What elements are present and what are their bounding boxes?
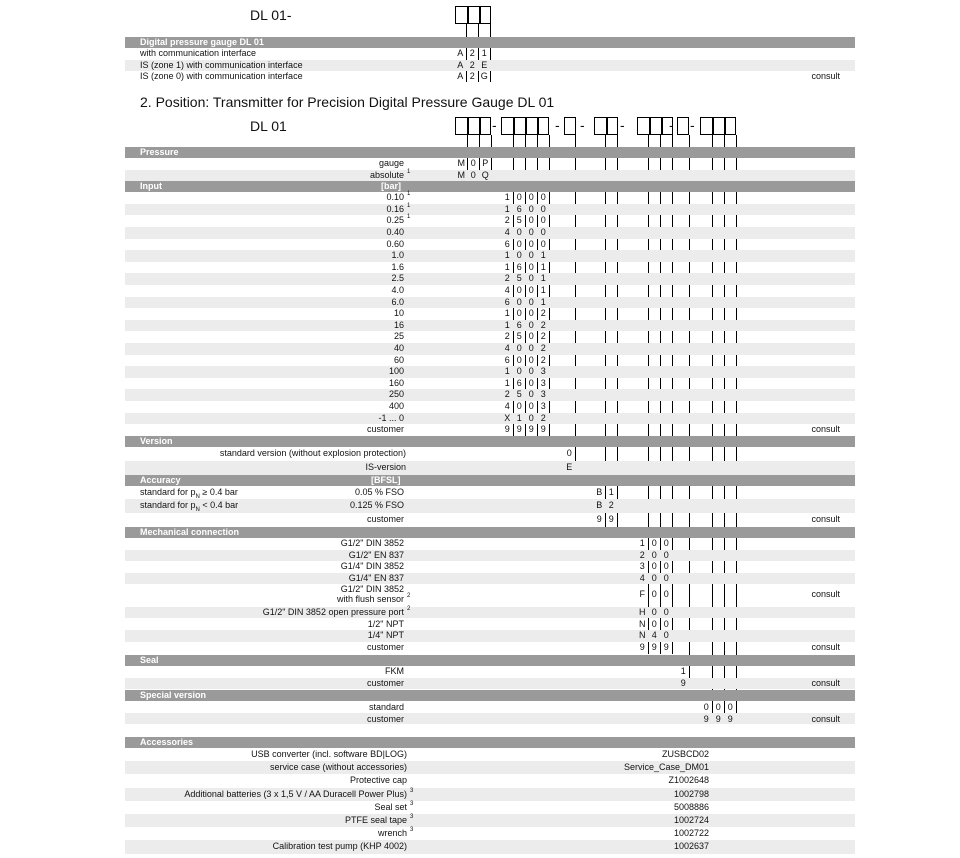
code-char: 1 [516, 412, 522, 423]
condition-text: < 0.4 bar [199, 500, 239, 511]
code-char: 0 [540, 192, 546, 203]
consult-note: consult [811, 713, 840, 724]
code-char: 0 [663, 589, 669, 600]
model-title: DL 01- [250, 7, 292, 23]
row-label: 100 [388, 366, 404, 377]
code-char: 2 [540, 354, 546, 365]
code-char: 2 [639, 549, 645, 560]
row-shade [125, 297, 855, 309]
code-char: 6 [516, 319, 522, 330]
code-char: 0 [528, 412, 534, 423]
code-char: 5 [516, 273, 522, 284]
footnote-ref: 1 [407, 214, 411, 221]
model-title-2: DL 01 [250, 118, 287, 134]
section-header-mechanical: Mechanical connection [125, 527, 855, 538]
row-label: 160 [388, 377, 404, 388]
code-char: 0 [528, 354, 534, 365]
code-char: 2 [504, 389, 510, 400]
row-shade [125, 550, 855, 562]
row-shade [125, 204, 855, 216]
code-char: 1 [504, 203, 510, 214]
order-code: 1002798 [673, 788, 709, 799]
row-label: Calibration test pump (KHP 4002) [272, 841, 407, 852]
row-label: PTFE seal tape [344, 815, 407, 825]
code-char: 9 [639, 641, 645, 652]
row-shade [125, 250, 855, 262]
code-char: 0 [516, 354, 522, 365]
code-char: 0 [663, 561, 669, 572]
code-char: A [457, 59, 464, 70]
row-label: customer [366, 513, 404, 524]
code-box-group [455, 6, 491, 24]
code-char: 0 [528, 285, 534, 295]
code-char: 9 [540, 424, 546, 435]
code-char: 0 [703, 702, 709, 712]
section-header-pressure: Pressure [125, 147, 855, 158]
row-label: 0.10 [386, 192, 404, 203]
code-char: 2 [540, 319, 546, 330]
row-label: 60 [393, 354, 404, 365]
row-label: 4.0 [391, 285, 404, 295]
code-char: 0 [516, 285, 522, 295]
code-char: 0 [663, 618, 669, 629]
footnote-ref: 3 [410, 800, 414, 807]
code-char: F [639, 589, 645, 600]
subscript: N [195, 493, 200, 500]
footnote-ref: 3 [410, 814, 414, 820]
row-label: 6.0 [391, 296, 404, 307]
code-char: 0 [566, 447, 572, 458]
code-char: 0 [528, 366, 534, 377]
code-char: 5 [516, 389, 522, 400]
row-shade [125, 678, 855, 690]
row-label: G1/2" DIN 3852 [340, 584, 404, 595]
code-char: 9 [715, 713, 721, 724]
code-char: 1 [504, 192, 510, 203]
row-label: customer [366, 677, 404, 688]
code-char: 6 [516, 203, 522, 214]
row-label: G1/4" EN 837 [348, 572, 404, 583]
code-char: 1 [504, 366, 510, 377]
row-label: Seal set [374, 801, 407, 812]
code-box-group [677, 117, 689, 135]
code-char: 2 [469, 71, 475, 82]
consult-note: consult [811, 589, 840, 600]
code-char: 2 [504, 215, 510, 226]
code-char: 0 [540, 227, 546, 237]
separator-dash: - [669, 117, 674, 133]
row-label: 0.40 [386, 227, 404, 237]
row-label: 400 [388, 401, 404, 411]
code-char: 0 [663, 606, 669, 617]
code-char: M [457, 169, 465, 180]
code-char: 0 [528, 401, 534, 411]
code-box-divider [525, 118, 527, 134]
code-char: 1 [540, 273, 546, 284]
code-char: 0 [516, 250, 522, 261]
code-char: 5 [516, 215, 522, 226]
code-char: 6 [504, 296, 510, 307]
code-char: B [596, 486, 603, 497]
row-label: Protective cap [349, 775, 407, 786]
code-char: 0 [470, 158, 476, 168]
code-char: 0 [651, 561, 657, 572]
code-char: 0 [651, 549, 657, 560]
row-label: 40 [393, 343, 404, 353]
order-code: 1002637 [673, 841, 709, 852]
section-header-input: Input [125, 181, 855, 192]
code-box-group [594, 117, 618, 135]
code-char: 1 [504, 261, 510, 272]
consult-note: consult [811, 677, 840, 688]
row-shade [125, 840, 855, 853]
row-label: 1/2" NPT [367, 618, 404, 629]
row-label: wrench [377, 828, 407, 839]
code-char: 1 [540, 250, 546, 261]
order-code: 1002724 [673, 815, 709, 825]
code-char: 1 [504, 308, 510, 319]
row-label: USB converter (incl. software BD|LOG) [251, 749, 407, 759]
code-char: 0 [516, 238, 522, 249]
code-char: 1 [504, 319, 510, 330]
code-char: 0 [715, 702, 721, 712]
section-header-accessories: Accessories [125, 737, 855, 748]
consult-note: consult [811, 513, 840, 524]
code-char: 9 [516, 424, 522, 435]
section-header-special: Special version [125, 690, 855, 701]
code-char: 0 [528, 273, 534, 284]
row-label: IS-version [365, 461, 406, 472]
code-char: 0 [528, 343, 534, 353]
code-char: 0 [528, 377, 534, 388]
row-label: absolute [369, 169, 404, 180]
code-char: 1 [540, 296, 546, 307]
row-shade [125, 713, 855, 725]
code-box-divider [724, 118, 726, 134]
separator-dash: - [555, 117, 560, 133]
code-char: 5 [516, 331, 522, 342]
code-char: A [457, 48, 464, 58]
row-label: 0.60 [386, 238, 404, 249]
code-char: P [482, 158, 489, 168]
code-char: 0 [727, 702, 733, 712]
code-char: 0 [516, 308, 522, 319]
row-label: gauge [378, 158, 404, 168]
code-char: 6 [504, 354, 510, 365]
code-char: 2 [469, 48, 475, 58]
code-char: Q [481, 169, 489, 180]
consult-note: consult [811, 71, 840, 82]
code-char: 0 [528, 261, 534, 272]
row-shade [125, 413, 855, 425]
order-code: Service_Case_DM01 [623, 762, 709, 773]
row-shade [125, 320, 855, 332]
section-header-digital-gauge: Digital pressure gauge DL 01 [125, 37, 855, 48]
code-char: 3 [639, 561, 645, 572]
code-char: 0 [528, 215, 534, 226]
code-char: 0 [651, 589, 657, 600]
row-label-2: with flush sensor [336, 594, 404, 605]
code-char: 0 [470, 169, 476, 180]
code-char: A [457, 71, 464, 82]
code-char: 1 [639, 538, 645, 548]
row-label: standard [368, 702, 404, 712]
code-char: 3 [540, 401, 546, 411]
code-char: 0 [516, 343, 522, 353]
footnote-ref: 3 [410, 787, 414, 794]
code-box-divider [649, 118, 651, 134]
section-header-seal: Seal [125, 655, 855, 666]
row-label: 1.6 [391, 261, 404, 272]
row-label: -1 ... 0 [378, 412, 404, 423]
subscript: N [195, 507, 200, 514]
row-label: 1.0 [391, 250, 404, 261]
row-label: customer [366, 641, 404, 652]
code-char: 0 [651, 606, 657, 617]
code-char: 0 [528, 192, 534, 203]
code-char: 0 [540, 203, 546, 214]
code-char: 0 [528, 331, 534, 342]
code-char: 0 [528, 250, 534, 261]
code-char: 4 [504, 227, 510, 237]
row-shade [125, 573, 855, 585]
code-char: 0 [528, 389, 534, 400]
code-char: 9 [528, 424, 534, 435]
code-char: 9 [727, 713, 733, 724]
row-label: customer [366, 424, 404, 435]
code-char: 2 [504, 273, 510, 284]
code-char: 6 [516, 377, 522, 388]
code-char: H [639, 606, 646, 617]
row-label: 0.16 [386, 203, 404, 214]
code-guide-line [490, 24, 491, 82]
code-box-group [700, 117, 736, 135]
code-char: 3 [540, 389, 546, 400]
row-label: 0.25 [386, 215, 404, 226]
code-char: 4 [639, 572, 645, 583]
code-char: 1 [540, 261, 546, 272]
row-label: G1/4" DIN 3852 [340, 561, 404, 572]
row-label: IS (zone 0) with communication interface [140, 71, 303, 82]
code-char: N [639, 618, 646, 629]
code-char: 1 [540, 285, 546, 295]
code-char: 6 [516, 261, 522, 272]
row-label: customer [366, 713, 404, 724]
row-label: 0.05 % FSO [354, 486, 404, 497]
code-char: 0 [528, 296, 534, 307]
code-char: 9 [663, 641, 669, 652]
row-label: G1/2" DIN 3852 open pressure port [262, 606, 404, 617]
code-char: 3 [540, 366, 546, 377]
code-char: 0 [540, 215, 546, 226]
code-char: 6 [504, 238, 510, 249]
code-char: 4 [504, 285, 510, 295]
code-char: 0 [663, 630, 669, 641]
code-char: 0 [540, 238, 546, 249]
separator-dash: - [620, 117, 625, 133]
code-char: X [504, 412, 511, 423]
section-title: 2. Position: Transmitter for Precision Digital Pressure Gauge DL 01 [140, 94, 555, 110]
code-char: 0 [528, 227, 534, 237]
condition-text: ≥ 0.4 bar [199, 486, 238, 497]
code-box-group [455, 117, 491, 135]
footnote-ref: 2 [407, 605, 411, 612]
footnote-ref: 1 [407, 191, 411, 198]
row-shade [125, 630, 855, 642]
code-box-group [564, 117, 576, 135]
code-char: 9 [680, 677, 686, 688]
row-label: 25 [393, 331, 404, 342]
code-char: 4 [504, 343, 510, 353]
code-box-group [501, 117, 549, 135]
code-char: 1 [504, 250, 510, 261]
code-char: 2 [540, 343, 546, 353]
code-box-divider [479, 118, 481, 134]
row-label: service case (without accessories) [269, 762, 407, 773]
row-shade [125, 607, 855, 619]
separator-dash: - [690, 117, 695, 133]
row-shade [125, 343, 855, 355]
code-char: 0 [516, 366, 522, 377]
row-shade [125, 389, 855, 401]
section-header-version: Version [125, 436, 855, 447]
section-header-accuracy: Accuracy [125, 475, 855, 486]
code-char: 2 [608, 500, 614, 511]
accuracy-condition [140, 500, 238, 516]
code-char: 1 [504, 377, 510, 388]
code-char: M [457, 158, 465, 168]
code-char: 9 [703, 713, 709, 724]
row-label: FKM [385, 666, 404, 676]
order-code: 1002722 [673, 828, 709, 839]
unit-label: [bar] [381, 181, 401, 192]
code-char: 1 [481, 48, 487, 58]
consult-note: consult [811, 424, 840, 435]
code-box-divider [467, 7, 469, 23]
code-char: 2 [504, 331, 510, 342]
row-shade [125, 366, 855, 378]
row-label: Additional batteries (3 x 1,5 V / AA Duracell Power Plus) [184, 788, 407, 799]
footnote-ref: 2 [407, 593, 411, 600]
order-code: 5008886 [673, 801, 709, 812]
order-code: Z1002648 [668, 775, 709, 786]
row-label: IS (zone 1) with communication interface [140, 59, 303, 70]
code-char: 9 [504, 424, 510, 435]
code-char: 1 [680, 666, 686, 676]
code-char: 0 [516, 401, 522, 411]
code-box-divider [537, 118, 539, 134]
code-char: 0 [663, 549, 669, 560]
code-char: 9 [596, 513, 602, 524]
row-label: 250 [388, 389, 404, 400]
row-label: standard version (without explosion protection) [219, 447, 406, 458]
condition-text: standard for p [140, 486, 196, 497]
condition-text: standard for p [140, 500, 196, 511]
code-char: 0 [528, 203, 534, 214]
code-box-divider [606, 118, 608, 134]
row-label: 10 [393, 308, 404, 319]
row-label: 0.125 % FSO [349, 500, 404, 511]
code-box-divider [661, 118, 663, 134]
unit-label: [BFSL] [371, 474, 401, 485]
code-char: 0 [528, 238, 534, 249]
code-char: 0 [516, 192, 522, 203]
code-box-divider [712, 118, 714, 134]
footnote-ref: 1 [407, 168, 411, 175]
row-shade [125, 761, 855, 774]
separator-dash: - [580, 117, 585, 133]
footnote-ref: 1 [407, 202, 411, 209]
code-char: 3 [540, 377, 546, 388]
order-code: ZUSBCD02 [661, 749, 709, 759]
code-box-divider [467, 118, 469, 134]
code-char: 1 [608, 486, 614, 497]
row-label: 16 [393, 319, 404, 330]
code-char: 2 [469, 59, 475, 70]
code-char: B [596, 500, 603, 511]
code-char: 0 [651, 618, 657, 629]
code-char: 2 [540, 308, 546, 319]
code-char: 0 [528, 319, 534, 330]
row-label: G1/2" DIN 3852 [340, 538, 404, 548]
code-box-divider [513, 118, 515, 134]
code-char: 0 [651, 572, 657, 583]
footnote-ref: 3 [410, 827, 414, 834]
code-char: 2 [540, 412, 546, 423]
code-char: 0 [528, 308, 534, 319]
code-char: G [480, 71, 488, 82]
code-char: 0 [516, 296, 522, 307]
code-char: E [481, 59, 488, 70]
code-char: 0 [663, 572, 669, 583]
separator-dash: - [492, 117, 497, 133]
code-char: 2 [540, 331, 546, 342]
code-char: 4 [651, 630, 657, 641]
code-char: 4 [504, 401, 510, 411]
row-shade [125, 461, 855, 475]
code-char: 9 [608, 513, 614, 524]
code-char: 0 [663, 538, 669, 548]
row-label: 2.5 [391, 273, 404, 284]
code-char: N [639, 630, 646, 641]
code-char: 9 [651, 641, 657, 652]
code-box-group [637, 117, 673, 135]
row-label: G1/2" EN 837 [348, 549, 404, 560]
consult-note: consult [811, 641, 840, 652]
code-char: 0 [516, 227, 522, 237]
row-label: with communication interface [140, 48, 257, 58]
code-char: 0 [651, 538, 657, 548]
code-char: E [566, 461, 573, 472]
row-label: 1/4" NPT [367, 630, 404, 641]
code-box-divider [479, 7, 481, 23]
row-shade [125, 814, 855, 827]
row-shade [125, 273, 855, 285]
row-shade [125, 227, 855, 239]
